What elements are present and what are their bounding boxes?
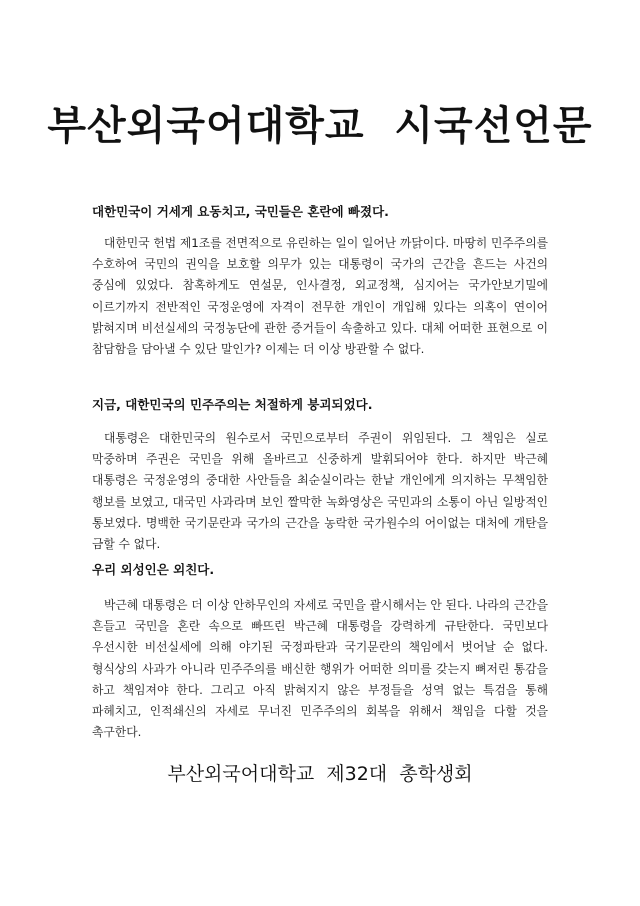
section-1-heading: 대한민국이 거세게 요동치고, 국민들은 혼란에 빠졌다.	[92, 204, 389, 219]
section-1-body: 대한민국 헌법 제1조를 전면적으로 유린하는 일이 일어난 까닭이다. 마땅히 민주주의를 수호하여 국민의 권익을 보호할 의무가 있는 대통령이 국가의 근간을 흔드는 사건의 중심에 있었다. 참혹하게도 연설문, 인사결정, 외교정책, 심지어는 국가안보기밀에 이르기까지 전반적인 국정운영에 자격이 전무한 개인이 개입해 있다는 의혹이 연이어 밝혀지며 비선실세의 국정농단에 관한 증거들이 속출하고 있다. 대체 어떠한 표현으로 이 참담함을 담아낼 수 있단 말인가? 이제는 더 이상 방관할 수 없다.	[92, 236, 548, 357]
section-3-heading: 우리 외성인은 외친다.	[92, 562, 215, 577]
section-2-body: 대통령은 대한민국의 원수로서 국민으로부터 주권이 위임된다. 그 책임은 실로 막중하며 주권은 국민을 위해 올바르고 신중하게 발휘되어야 한다. 하지만 박근혜 대통령은 국정운영의 중대한 사안들을 최순실이라는 한낱 개인에게 의지하는 무책임한 행보를 보였고, 대국민 사과라며 보인 짤막한 녹화영상은 국민과의 소통이 아닌 일방적인 통보였다. 명백한 국기문란과 국가의 근간을 농락한 국가원수의 어이없는 대처에 개탄을 금할 수 없다.	[92, 431, 548, 552]
section-2-heading: 지금, 대한민국의 민주주의는 처절하게 붕괴되었다.	[92, 397, 373, 412]
document-title: 부산외국어대학교 시국선언문	[47, 103, 593, 149]
section-3-body: 박근혜 대통령은 더 이상 안하무인의 자세로 국민을 괄시해서는 안 된다. 나라의 근간을 흔들고 국민을 혼란 속으로 빠뜨린 박근혜 대통령을 강력하게 규탄한다. 국민보다 우선시한 비선실세에 의해 야기된 국정파탄과 국기문란의 책임에서 벗어날 순 없다. 형식상의 사과가 아니라 민주주의를 배신한 행위가 어떠한 의미를 갖는지 뼈저린 통감을 하고 책임져야 한다. 그리고 아직 밝혀지지 않은 부정들을 성역 없는 특검을 통해 파헤치고, 인적쇄신의 자세로 무너진 민주주의의 회복을 위해서 책임을 다할 것을 촉구한다.	[92, 598, 548, 740]
signature: 부산외국어대학교 제32대 총학생회	[167, 763, 473, 785]
